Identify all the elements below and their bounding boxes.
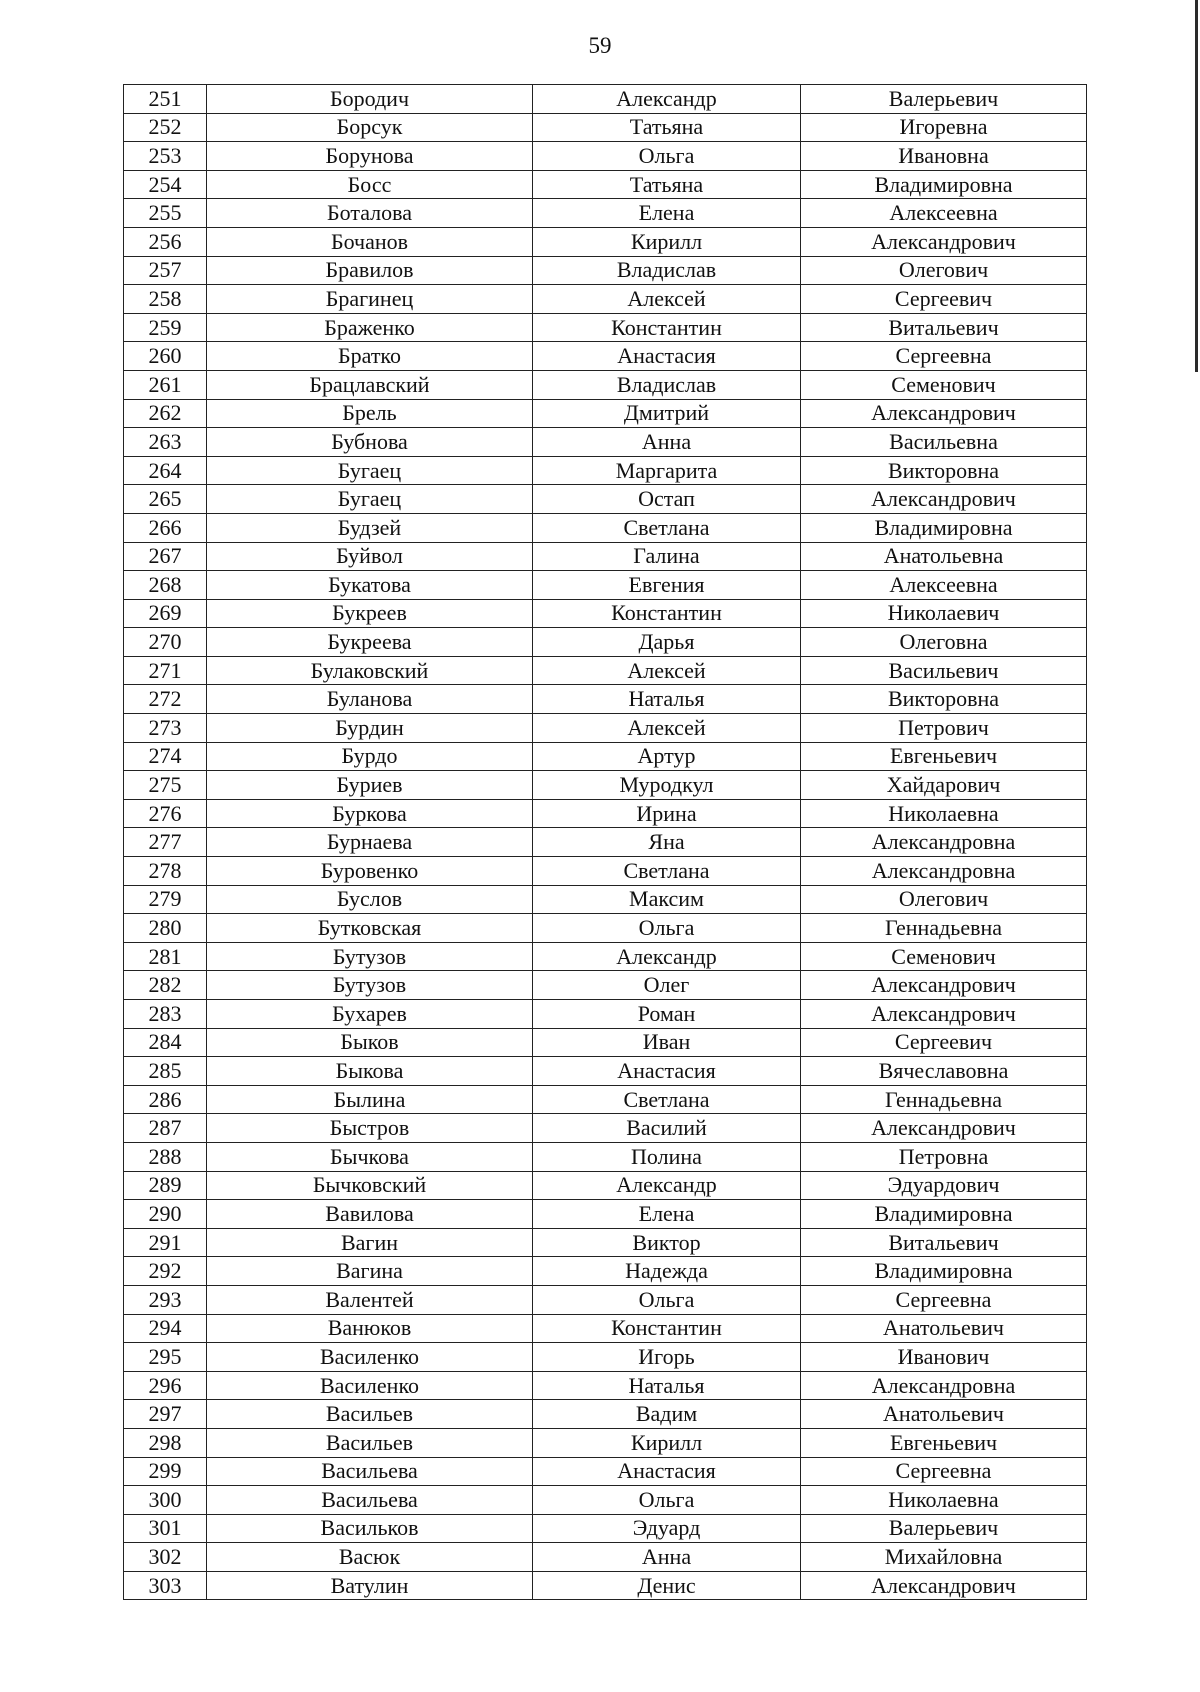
patronymic-cell: Александрович xyxy=(801,971,1087,1000)
first-name-cell: Александр xyxy=(533,1171,801,1200)
surname-cell: Братко xyxy=(207,342,533,371)
patronymic-cell: Витальевич xyxy=(801,313,1087,342)
first-name-cell: Кирилл xyxy=(533,227,801,256)
surname-cell: Василенко xyxy=(207,1371,533,1400)
first-name-cell: Елена xyxy=(533,199,801,228)
patronymic-cell: Олегович xyxy=(801,885,1087,914)
table-row xyxy=(124,313,1087,342)
row-number-cell: 303 xyxy=(124,1571,207,1600)
row-number-cell: 267 xyxy=(124,542,207,571)
row-number-cell: 262 xyxy=(124,399,207,428)
surname-cell: Бурнаева xyxy=(207,828,533,857)
row-number-cell: 273 xyxy=(124,714,207,743)
surname-cell: Валентей xyxy=(207,1285,533,1314)
table-row xyxy=(124,1400,1087,1429)
first-name-cell: Алексей xyxy=(533,714,801,743)
first-name-cell: Светлана xyxy=(533,1085,801,1114)
surname-cell: Васильев xyxy=(207,1400,533,1429)
patronymic-cell: Олеговна xyxy=(801,628,1087,657)
first-name-cell: Татьяна xyxy=(533,113,801,142)
patronymic-cell: Алексеевна xyxy=(801,571,1087,600)
patronymic-cell: Валерьевич xyxy=(801,85,1087,114)
row-number-cell: 261 xyxy=(124,370,207,399)
row-number-cell: 275 xyxy=(124,771,207,800)
table-row xyxy=(124,1057,1087,1086)
first-name-cell: Вадим xyxy=(533,1400,801,1429)
table-row xyxy=(124,742,1087,771)
first-name-cell: Ольга xyxy=(533,1285,801,1314)
first-name-cell: Алексей xyxy=(533,285,801,314)
first-name-cell: Дарья xyxy=(533,628,801,657)
row-number-cell: 274 xyxy=(124,742,207,771)
surname-cell: Васильева xyxy=(207,1457,533,1486)
first-name-cell: Надежда xyxy=(533,1257,801,1286)
first-name-cell: Наталья xyxy=(533,1371,801,1400)
surname-cell: Васильев xyxy=(207,1428,533,1457)
first-name-cell: Ольга xyxy=(533,142,801,171)
patronymic-cell: Сергеевна xyxy=(801,1457,1087,1486)
table-row xyxy=(124,428,1087,457)
table-row xyxy=(124,828,1087,857)
patronymic-cell: Семенович xyxy=(801,942,1087,971)
table-row xyxy=(124,1085,1087,1114)
surname-cell: Бычкова xyxy=(207,1142,533,1171)
row-number-cell: 254 xyxy=(124,170,207,199)
patronymic-cell: Михайловна xyxy=(801,1543,1087,1572)
row-number-cell: 258 xyxy=(124,285,207,314)
surname-cell: Бутковская xyxy=(207,914,533,943)
row-number-cell: 281 xyxy=(124,942,207,971)
patronymic-cell: Семенович xyxy=(801,370,1087,399)
table-row xyxy=(124,971,1087,1000)
table-row xyxy=(124,599,1087,628)
patronymic-cell: Хайдарович xyxy=(801,771,1087,800)
roster-table-body xyxy=(124,85,1087,1600)
row-number-cell: 265 xyxy=(124,485,207,514)
surname-cell: Булаковский xyxy=(207,656,533,685)
patronymic-cell: Сергеевич xyxy=(801,1028,1087,1057)
surname-cell: Быков xyxy=(207,1028,533,1057)
table-row xyxy=(124,1114,1087,1143)
patronymic-cell: Николаевна xyxy=(801,799,1087,828)
first-name-cell: Анастасия xyxy=(533,1057,801,1086)
surname-cell: Бочанов xyxy=(207,227,533,256)
patronymic-cell: Геннадьевна xyxy=(801,1085,1087,1114)
first-name-cell: Светлана xyxy=(533,513,801,542)
table-row xyxy=(124,370,1087,399)
table-row xyxy=(124,456,1087,485)
row-number-cell: 289 xyxy=(124,1171,207,1200)
first-name-cell: Анна xyxy=(533,1543,801,1572)
patronymic-cell: Николаевна xyxy=(801,1486,1087,1515)
first-name-cell: Артур xyxy=(533,742,801,771)
first-name-cell: Полина xyxy=(533,1142,801,1171)
first-name-cell: Роман xyxy=(533,1000,801,1029)
surname-cell: Боталова xyxy=(207,199,533,228)
first-name-cell: Ирина xyxy=(533,799,801,828)
row-number-cell: 288 xyxy=(124,1142,207,1171)
table-row xyxy=(124,857,1087,886)
first-name-cell: Максим xyxy=(533,885,801,914)
first-name-cell: Яна xyxy=(533,828,801,857)
surname-cell: Босс xyxy=(207,170,533,199)
table-row xyxy=(124,170,1087,199)
table-row xyxy=(124,256,1087,285)
surname-cell: Вагин xyxy=(207,1228,533,1257)
surname-cell: Бухарев xyxy=(207,1000,533,1029)
surname-cell: Вавилова xyxy=(207,1200,533,1229)
row-number-cell: 268 xyxy=(124,571,207,600)
table-row xyxy=(124,628,1087,657)
patronymic-cell: Евгеньевич xyxy=(801,742,1087,771)
row-number-cell: 299 xyxy=(124,1457,207,1486)
surname-cell: Буровенко xyxy=(207,857,533,886)
surname-cell: Буркова xyxy=(207,799,533,828)
table-row xyxy=(124,485,1087,514)
patronymic-cell: Вячеславовна xyxy=(801,1057,1087,1086)
first-name-cell: Анастасия xyxy=(533,342,801,371)
patronymic-cell: Анатольевна xyxy=(801,542,1087,571)
patronymic-cell: Александровна xyxy=(801,1371,1087,1400)
first-name-cell: Эдуард xyxy=(533,1514,801,1543)
first-name-cell: Ольга xyxy=(533,914,801,943)
first-name-cell: Константин xyxy=(533,599,801,628)
surname-cell: Брацлавский xyxy=(207,370,533,399)
first-name-cell: Олег xyxy=(533,971,801,1000)
patronymic-cell: Александрович xyxy=(801,1000,1087,1029)
patronymic-cell: Анатольевич xyxy=(801,1314,1087,1343)
row-number-cell: 283 xyxy=(124,1000,207,1029)
patronymic-cell: Александрович xyxy=(801,485,1087,514)
table-row xyxy=(124,1142,1087,1171)
table-row xyxy=(124,799,1087,828)
table-row xyxy=(124,914,1087,943)
row-number-cell: 256 xyxy=(124,227,207,256)
patronymic-cell: Валерьевич xyxy=(801,1514,1087,1543)
table-row xyxy=(124,1285,1087,1314)
table-row xyxy=(124,1514,1087,1543)
surname-cell: Брель xyxy=(207,399,533,428)
first-name-cell: Василий xyxy=(533,1114,801,1143)
row-number-cell: 293 xyxy=(124,1285,207,1314)
surname-cell: Ватулин xyxy=(207,1571,533,1600)
patronymic-cell: Александрович xyxy=(801,399,1087,428)
surname-cell: Бурдин xyxy=(207,714,533,743)
first-name-cell: Татьяна xyxy=(533,170,801,199)
patronymic-cell: Геннадьевна xyxy=(801,914,1087,943)
row-number-cell: 286 xyxy=(124,1085,207,1114)
row-number-cell: 263 xyxy=(124,428,207,457)
surname-cell: Василенко xyxy=(207,1343,533,1372)
row-number-cell: 278 xyxy=(124,857,207,886)
surname-cell: Вагина xyxy=(207,1257,533,1286)
surname-cell: Букатова xyxy=(207,571,533,600)
row-number-cell: 271 xyxy=(124,656,207,685)
row-number-cell: 285 xyxy=(124,1057,207,1086)
patronymic-cell: Эдуардович xyxy=(801,1171,1087,1200)
table-row xyxy=(124,571,1087,600)
row-number-cell: 252 xyxy=(124,113,207,142)
first-name-cell: Константин xyxy=(533,313,801,342)
surname-cell: Былина xyxy=(207,1085,533,1114)
row-number-cell: 282 xyxy=(124,971,207,1000)
patronymic-cell: Сергеевна xyxy=(801,1285,1087,1314)
surname-cell: Быстров xyxy=(207,1114,533,1143)
row-number-cell: 302 xyxy=(124,1543,207,1572)
first-name-cell: Виктор xyxy=(533,1228,801,1257)
row-number-cell: 297 xyxy=(124,1400,207,1429)
first-name-cell: Остап xyxy=(533,485,801,514)
row-number-cell: 259 xyxy=(124,313,207,342)
table-row xyxy=(124,542,1087,571)
row-number-cell: 296 xyxy=(124,1371,207,1400)
row-number-cell: 280 xyxy=(124,914,207,943)
row-number-cell: 272 xyxy=(124,685,207,714)
row-number-cell: 260 xyxy=(124,342,207,371)
row-number-cell: 279 xyxy=(124,885,207,914)
surname-cell: Букреев xyxy=(207,599,533,628)
patronymic-cell: Сергеевна xyxy=(801,342,1087,371)
surname-cell: Буриев xyxy=(207,771,533,800)
patronymic-cell: Сергеевич xyxy=(801,285,1087,314)
surname-cell: Борунова xyxy=(207,142,533,171)
table-row xyxy=(124,1000,1087,1029)
first-name-cell: Игорь xyxy=(533,1343,801,1372)
first-name-cell: Денис xyxy=(533,1571,801,1600)
first-name-cell: Константин xyxy=(533,1314,801,1343)
row-number-cell: 277 xyxy=(124,828,207,857)
first-name-cell: Муродкул xyxy=(533,771,801,800)
surname-cell: Бубнова xyxy=(207,428,533,457)
first-name-cell: Анна xyxy=(533,428,801,457)
row-number-cell: 276 xyxy=(124,799,207,828)
table-row xyxy=(124,1028,1087,1057)
table-row xyxy=(124,142,1087,171)
patronymic-cell: Анатольевич xyxy=(801,1400,1087,1429)
surname-cell: Буслов xyxy=(207,885,533,914)
row-number-cell: 284 xyxy=(124,1028,207,1057)
row-number-cell: 257 xyxy=(124,256,207,285)
table-row xyxy=(124,885,1087,914)
table-row xyxy=(124,942,1087,971)
surname-cell: Бугаец xyxy=(207,485,533,514)
row-number-cell: 266 xyxy=(124,513,207,542)
surname-cell: Букреева xyxy=(207,628,533,657)
surname-cell: Васильков xyxy=(207,1514,533,1543)
row-number-cell: 255 xyxy=(124,199,207,228)
patronymic-cell: Владимировна xyxy=(801,170,1087,199)
table-row xyxy=(124,513,1087,542)
patronymic-cell: Викторовна xyxy=(801,685,1087,714)
row-number-cell: 287 xyxy=(124,1114,207,1143)
surname-cell: Бутузов xyxy=(207,942,533,971)
table-row xyxy=(124,227,1087,256)
patronymic-cell: Петрович xyxy=(801,714,1087,743)
surname-cell: Бугаец xyxy=(207,456,533,485)
row-number-cell: 253 xyxy=(124,142,207,171)
table-row xyxy=(124,1200,1087,1229)
patronymic-cell: Петровна xyxy=(801,1142,1087,1171)
first-name-cell: Евгения xyxy=(533,571,801,600)
patronymic-cell: Алексеевна xyxy=(801,199,1087,228)
patronymic-cell: Игоревна xyxy=(801,113,1087,142)
table-row xyxy=(124,714,1087,743)
page-number: 59 xyxy=(588,33,612,58)
patronymic-cell: Александровна xyxy=(801,828,1087,857)
table-row xyxy=(124,1543,1087,1572)
surname-cell: Бутузов xyxy=(207,971,533,1000)
table-row xyxy=(124,1228,1087,1257)
row-number-cell: 300 xyxy=(124,1486,207,1515)
table-row xyxy=(124,656,1087,685)
patronymic-cell: Васильевич xyxy=(801,656,1087,685)
surname-cell: Борсук xyxy=(207,113,533,142)
surname-cell: Браженко xyxy=(207,313,533,342)
surname-cell: Бычковский xyxy=(207,1171,533,1200)
patronymic-cell: Николаевич xyxy=(801,599,1087,628)
row-number-cell: 270 xyxy=(124,628,207,657)
first-name-cell: Александр xyxy=(533,942,801,971)
patronymic-cell: Иванович xyxy=(801,1343,1087,1372)
first-name-cell: Маргарита xyxy=(533,456,801,485)
first-name-cell: Анастасия xyxy=(533,1457,801,1486)
table-row xyxy=(124,285,1087,314)
row-number-cell: 295 xyxy=(124,1343,207,1372)
first-name-cell: Владислав xyxy=(533,256,801,285)
table-row xyxy=(124,399,1087,428)
patronymic-cell: Ивановна xyxy=(801,142,1087,171)
row-number-cell: 264 xyxy=(124,456,207,485)
table-row xyxy=(124,1428,1087,1457)
row-number-cell: 292 xyxy=(124,1257,207,1286)
patronymic-cell: Олегович xyxy=(801,256,1087,285)
table-row xyxy=(124,1571,1087,1600)
patronymic-cell: Александрович xyxy=(801,227,1087,256)
patronymic-cell: Васильевна xyxy=(801,428,1087,457)
surname-cell: Васюк xyxy=(207,1543,533,1572)
table-row xyxy=(124,113,1087,142)
first-name-cell: Дмитрий xyxy=(533,399,801,428)
table-row xyxy=(124,199,1087,228)
patronymic-cell: Александрович xyxy=(801,1571,1087,1600)
table-row xyxy=(124,771,1087,800)
table-row xyxy=(124,1257,1087,1286)
patronymic-cell: Викторовна xyxy=(801,456,1087,485)
table-row xyxy=(124,1314,1087,1343)
table-row xyxy=(124,1457,1087,1486)
first-name-cell: Алексей xyxy=(533,656,801,685)
patronymic-cell: Владимировна xyxy=(801,1257,1087,1286)
row-number-cell: 269 xyxy=(124,599,207,628)
table-row xyxy=(124,1371,1087,1400)
first-name-cell: Кирилл xyxy=(533,1428,801,1457)
row-number-cell: 294 xyxy=(124,1314,207,1343)
patronymic-cell: Владимировна xyxy=(801,1200,1087,1229)
patronymic-cell: Витальевич xyxy=(801,1228,1087,1257)
row-number-cell: 290 xyxy=(124,1200,207,1229)
row-number-cell: 298 xyxy=(124,1428,207,1457)
table-row xyxy=(124,342,1087,371)
surname-cell: Буйвол xyxy=(207,542,533,571)
table-row xyxy=(124,85,1087,114)
row-number-cell: 291 xyxy=(124,1228,207,1257)
surname-cell: Будзей xyxy=(207,513,533,542)
first-name-cell: Светлана xyxy=(533,857,801,886)
surname-cell: Бородич xyxy=(207,85,533,114)
first-name-cell: Иван xyxy=(533,1028,801,1057)
first-name-cell: Елена xyxy=(533,1200,801,1229)
table-row xyxy=(124,1343,1087,1372)
surname-cell: Бурдо xyxy=(207,742,533,771)
surname-cell: Быкова xyxy=(207,1057,533,1086)
row-number-cell: 251 xyxy=(124,85,207,114)
first-name-cell: Галина xyxy=(533,542,801,571)
first-name-cell: Владислав xyxy=(533,370,801,399)
first-name-cell: Наталья xyxy=(533,685,801,714)
patronymic-cell: Евгеньевич xyxy=(801,1428,1087,1457)
surname-cell: Васильева xyxy=(207,1486,533,1515)
table-row xyxy=(124,1486,1087,1515)
table-row xyxy=(124,1171,1087,1200)
roster-table xyxy=(123,84,1087,1600)
scan-edge-line xyxy=(1195,0,1198,372)
first-name-cell: Александр xyxy=(533,85,801,114)
patronymic-cell: Владимировна xyxy=(801,513,1087,542)
surname-cell: Буланова xyxy=(207,685,533,714)
patronymic-cell: Александрович xyxy=(801,1114,1087,1143)
table-row xyxy=(124,685,1087,714)
surname-cell: Брагинец xyxy=(207,285,533,314)
first-name-cell: Ольга xyxy=(533,1486,801,1515)
surname-cell: Ванюков xyxy=(207,1314,533,1343)
surname-cell: Бравилов xyxy=(207,256,533,285)
row-number-cell: 301 xyxy=(124,1514,207,1543)
patronymic-cell: Александровна xyxy=(801,857,1087,886)
